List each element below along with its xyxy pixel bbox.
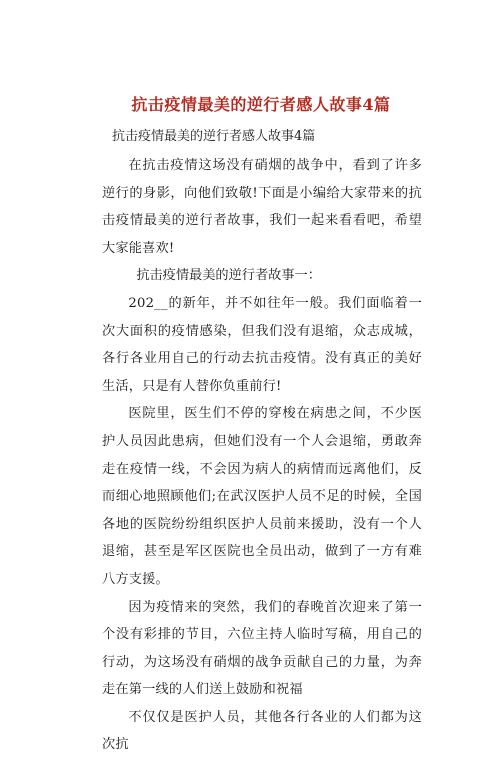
body-paragraph-4: 不仅仅是医护人员，其他各行各业的人们都为这次抗 [102,709,422,753]
document-body [102,125,422,759]
body-paragraph-3: 因为疫情来的突然，我们的春晚首次迎来了第一个没有彩排的节目，六位主持人临时写稿，用自己的行动，为这场没有硝烟的战争贡献自己的力量，为奔走在第一线的人们送上鼓励和祝福 [102,599,422,698]
section-heading: 抗击疫情最美的逆行者故事一： [136,268,321,284]
body-paragraph-1: 202__的新年，并不如往年一般。我们面临着一次大面积的疫情感染，但我们没有退缩，众志成城，各行各业用自己的行动去抗击疫情。没有真正的美好生活，只是有人替你负重前行! [102,295,422,394]
document-title: 抗击疫情最美的逆行者感人故事4篇 [131,95,391,114]
document-subtitle: 抗击疫情最美的逆行者感人故事4篇 [112,129,316,144]
intro-paragraph: 在抗击疫情这场没有硝烟的战争中，看到了许多逆行的身影，向他们致敬!下面是小编给大家带来的抗击疫情最美的逆行者故事，我们一起来看看吧，希望大家能喜欢! [102,158,422,256]
body-paragraph-2: 医院里，医生们不停的穿梭在病患之间，不少医护人员因此患病，但她们没有一个人会退缩，勇敢奔走在疫情一线，不会因为病人的病情而远离他们，反而细心地照顾他们;在武汉医护人员不足的时候，全国各地的医院纷纷组织医护人员前来援助，没有一个人退缩，甚至是军区医院也全员出动，做到了一方有难八方支援。 [102,406,422,587]
